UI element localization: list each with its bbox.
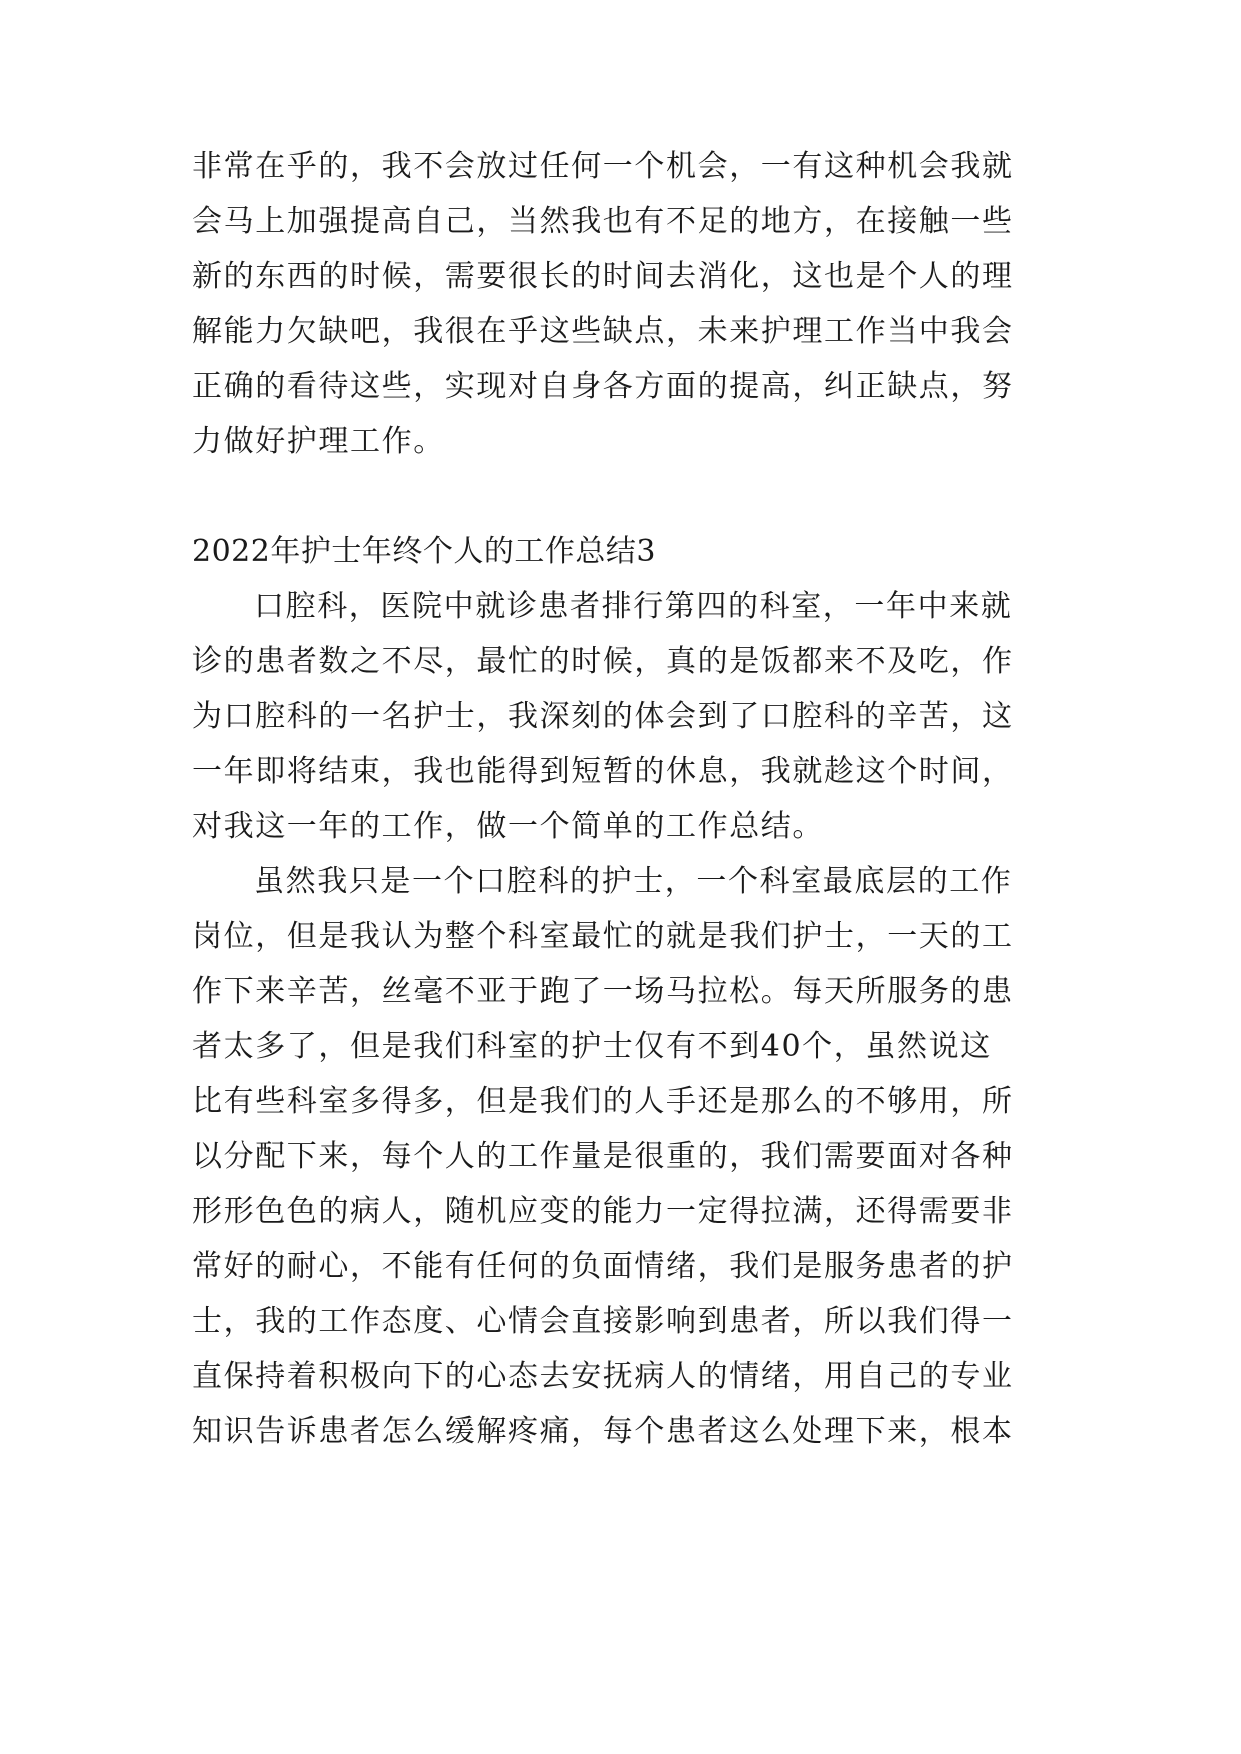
- text-line: 者太多了，但是我们科室的护士仅有不到40个，虽然说这: [192, 1029, 992, 1064]
- text-line: 诊的患者数之不尽，最忙的时候，真的是饭都来不及吃，作: [192, 644, 1014, 679]
- text-line: 比有些科室多得多，但是我们的人手还是那么的不够用，所: [192, 1084, 1014, 1119]
- text-line: 新的东西的时候，需要很长的时间去消化，这也是个人的理: [192, 259, 1014, 294]
- text-line: 对我这一年的工作，做一个简单的工作总结。: [192, 809, 824, 844]
- text-line: 解能力欠缺吧，我很在乎这些缺点，未来护理工作当中我会: [192, 314, 1014, 349]
- text-line: 以分配下来，每个人的工作量是很重的，我们需要面对各种: [192, 1139, 1014, 1174]
- section-heading: 2022年护士年终个人的工作总结3: [192, 534, 656, 569]
- text-line: 直保持着积极向下的心态去安抚病人的情绪，用自己的专业: [192, 1359, 1014, 1394]
- text-line: 为口腔科的一名护士，我深刻的体会到了口腔科的辛苦，这: [192, 699, 1014, 734]
- text-line: 非常在乎的，我不会放过任何一个机会，一有这种机会我就: [192, 149, 1014, 184]
- text-line: 虽然我只是一个口腔科的护士，一个科室最底层的工作: [254, 864, 1013, 899]
- text-line: 会马上加强提高自己，当然我也有不足的地方，在接触一些: [192, 204, 1014, 239]
- text-line: 知识告诉患者怎么缓解疼痛，每个患者这么处理下来，根本: [192, 1414, 1014, 1449]
- text-line: 力做好护理工作。: [192, 424, 445, 459]
- text-line: 一年即将结束，我也能得到短暂的休息，我就趁这个时间，: [192, 754, 1014, 789]
- text-line: 常好的耐心，不能有任何的负面情绪，我们是服务患者的护: [192, 1249, 1014, 1284]
- text-line: 作下来辛苦，丝毫不亚于跑了一场马拉松。每天所服务的患: [192, 974, 1014, 1009]
- text-line: 口腔科，医院中就诊患者排行第四的科室，一年中来就: [254, 589, 1013, 624]
- text-line: 正确的看待这些，实现对自身各方面的提高，纠正缺点，努: [192, 369, 1014, 404]
- text-line: 岗位，但是我认为整个科室最忙的就是我们护士，一天的工: [192, 919, 1014, 954]
- text-line: 形形色色的病人，随机应变的能力一定得拉满，还得需要非: [192, 1194, 1014, 1229]
- text-line: 士，我的工作态度、心情会直接影响到患者，所以我们得一: [192, 1304, 1014, 1339]
